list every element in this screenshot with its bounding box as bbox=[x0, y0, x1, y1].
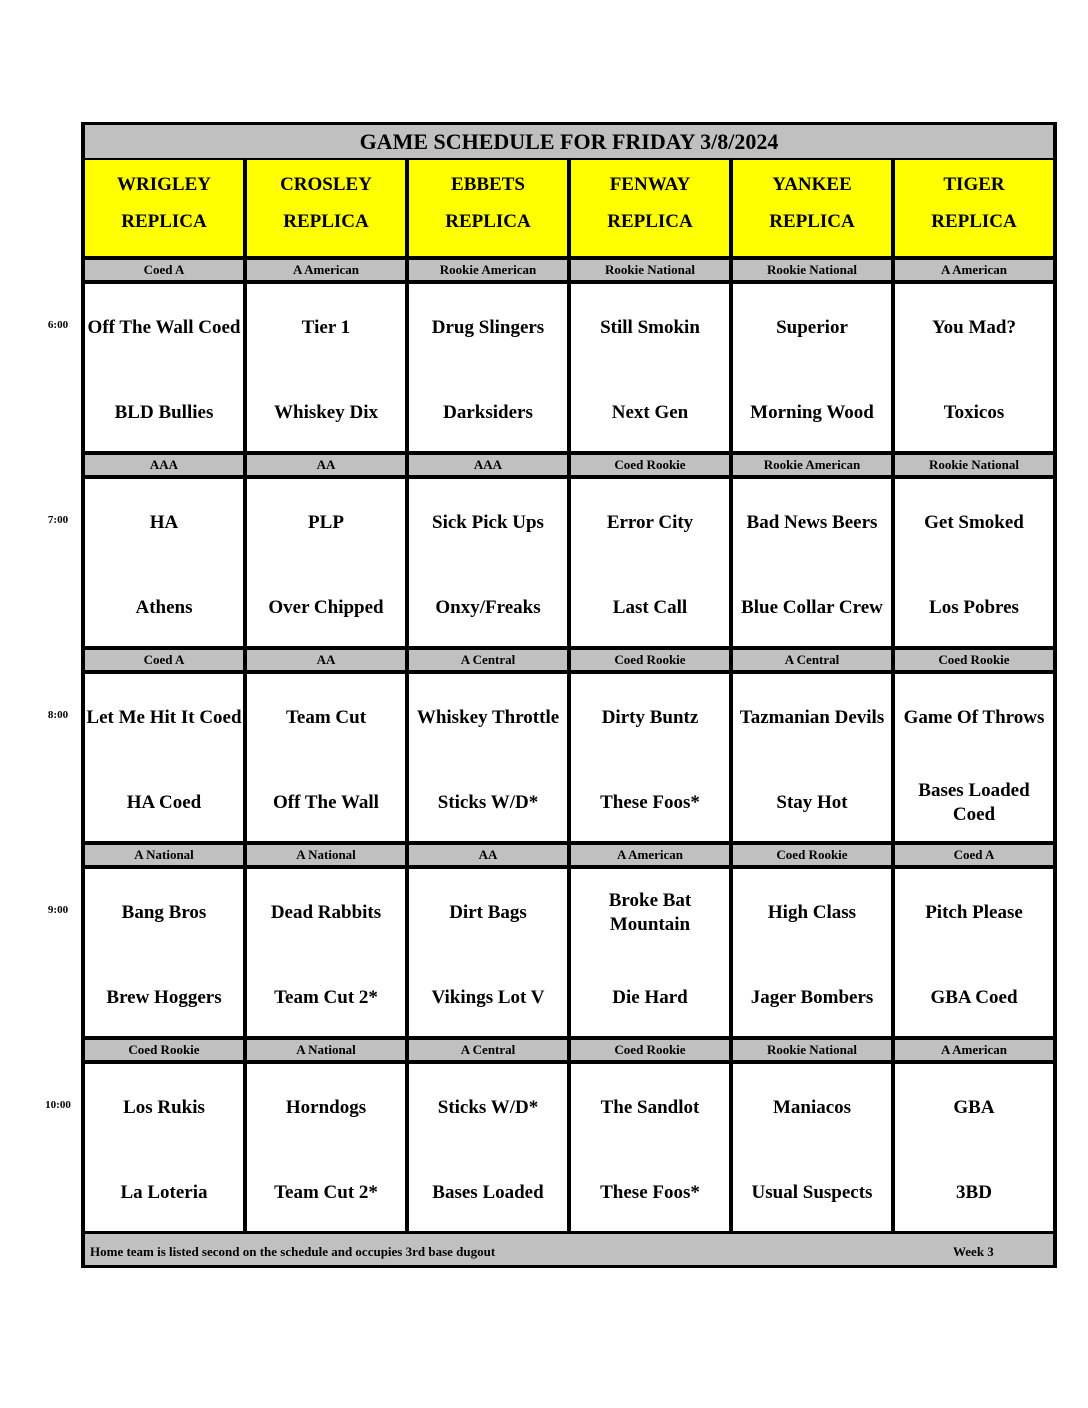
game-cell bbox=[85, 869, 243, 1036]
game-cell bbox=[247, 869, 405, 1036]
division-label: Coed Rookie bbox=[85, 1040, 243, 1060]
field-header-tiger bbox=[895, 160, 1053, 256]
game-cell bbox=[733, 869, 891, 1036]
home-team: Athens bbox=[135, 597, 193, 618]
home-team: Darksiders bbox=[443, 402, 533, 423]
home-team: Team Cut 2* bbox=[274, 987, 378, 1008]
game-cell bbox=[895, 674, 1053, 841]
away-team: Off The Wall Coed bbox=[87, 317, 241, 338]
division-label: Rookie American bbox=[733, 455, 891, 475]
division-label: AA bbox=[409, 845, 567, 865]
home-team: Die Hard bbox=[612, 987, 688, 1008]
away-team: Superior bbox=[776, 317, 848, 338]
field-name: YANKEE bbox=[772, 174, 852, 195]
division-label: Coed Rookie bbox=[571, 650, 729, 670]
field-name: TIGER bbox=[943, 174, 1005, 195]
division-label: Rookie National bbox=[733, 260, 891, 280]
away-team: Let Me Hit It Coed bbox=[86, 707, 242, 728]
game-cell bbox=[247, 479, 405, 646]
division-label: A American bbox=[895, 1040, 1053, 1060]
home-team: Bases Loaded bbox=[432, 1182, 544, 1203]
game-cell bbox=[571, 284, 729, 451]
home-team: Blue Collar Crew bbox=[741, 597, 883, 618]
game-cell bbox=[895, 1064, 1053, 1231]
away-team: Broke Bat Mountain bbox=[608, 890, 692, 935]
home-team: Last Call bbox=[612, 597, 688, 618]
home-team: Off The Wall bbox=[273, 792, 379, 813]
away-team: Bang Bros bbox=[121, 902, 207, 923]
home-team: Next Gen bbox=[611, 402, 689, 423]
division-label: Coed A bbox=[85, 650, 243, 670]
division-label: A National bbox=[247, 845, 405, 865]
field-name: EBBETS bbox=[451, 174, 525, 195]
division-label: Coed A bbox=[85, 260, 243, 280]
schedule-title: GAME SCHEDULE FOR FRIDAY 3/8/2024 bbox=[85, 125, 1053, 158]
game-cell bbox=[409, 869, 567, 1036]
division-label: Coed Rookie bbox=[895, 650, 1053, 670]
game-cell bbox=[895, 869, 1053, 1036]
field-name: FENWAY bbox=[609, 174, 691, 195]
division-label: AAA bbox=[409, 455, 567, 475]
field-sub: REPLICA bbox=[769, 211, 855, 232]
away-team: Tier 1 bbox=[301, 317, 351, 338]
division-label: A Central bbox=[409, 1040, 567, 1060]
away-team: The Sandlot bbox=[600, 1097, 700, 1118]
home-team: GBA Coed bbox=[930, 987, 1018, 1008]
away-team: HA bbox=[149, 512, 179, 533]
away-team: Whiskey Throttle bbox=[416, 707, 560, 728]
game-cell bbox=[409, 1064, 567, 1231]
schedule-table bbox=[81, 122, 1057, 1268]
away-team: PLP bbox=[308, 512, 344, 533]
away-team: Sick Pick Ups bbox=[432, 512, 544, 533]
division-label: A National bbox=[247, 1040, 405, 1060]
game-cell bbox=[733, 479, 891, 646]
game-cell bbox=[895, 479, 1053, 646]
away-team: Maniacos bbox=[772, 1097, 852, 1118]
away-team: Dirt Bags bbox=[449, 902, 527, 923]
home-team: Usual Suspects bbox=[751, 1182, 873, 1203]
division-label: A National bbox=[85, 845, 243, 865]
game-cell bbox=[247, 674, 405, 841]
away-team: You Mad? bbox=[932, 317, 1016, 338]
away-team: Pitch Please bbox=[925, 902, 1023, 923]
division-label: A American bbox=[895, 260, 1053, 280]
field-header-yankee bbox=[733, 160, 891, 256]
game-cell bbox=[247, 1064, 405, 1231]
division-label: A Central bbox=[733, 650, 891, 670]
game-cell bbox=[85, 479, 243, 646]
game-cell bbox=[733, 674, 891, 841]
game-cell bbox=[571, 869, 729, 1036]
away-team: Error City bbox=[606, 512, 694, 533]
home-team: Onxy/Freaks bbox=[435, 597, 541, 618]
field-sub: REPLICA bbox=[121, 211, 207, 232]
away-team: Still Smokin bbox=[600, 317, 700, 338]
division-label: Coed Rookie bbox=[571, 1040, 729, 1060]
away-team: Dirty Buntz bbox=[601, 707, 699, 728]
game-cell bbox=[571, 479, 729, 646]
away-team: Team Cut bbox=[285, 707, 367, 728]
game-cell bbox=[85, 1064, 243, 1231]
home-team: Team Cut 2* bbox=[274, 1182, 378, 1203]
division-label: AAA bbox=[85, 455, 243, 475]
time-label: 8:00 bbox=[47, 709, 69, 721]
game-cell bbox=[85, 674, 243, 841]
away-team: GBA bbox=[953, 1097, 995, 1118]
home-team: Morning Wood bbox=[750, 402, 874, 423]
home-team-note: Home team is listed second on the schedule and occupies 3rd base dugout bbox=[90, 1244, 496, 1259]
home-team: Whiskey Dix bbox=[274, 402, 378, 423]
division-label: AA bbox=[247, 650, 405, 670]
game-cell bbox=[409, 479, 567, 646]
game-cell bbox=[895, 284, 1053, 451]
field-name: WRIGLEY bbox=[117, 174, 211, 195]
division-label: AA bbox=[247, 455, 405, 475]
home-team: Brew Hoggers bbox=[106, 987, 222, 1008]
home-team: Jager Bombers bbox=[750, 987, 874, 1008]
home-team: Toxicos bbox=[943, 402, 1005, 423]
field-sub: REPLICA bbox=[283, 211, 369, 232]
field-header-crosley bbox=[247, 160, 405, 256]
game-cell bbox=[571, 674, 729, 841]
away-team: Los Rukis bbox=[123, 1097, 205, 1118]
home-team: Bases Loaded Coed bbox=[918, 780, 1030, 825]
away-team: Drug Slingers bbox=[431, 317, 545, 338]
division-label: Rookie National bbox=[571, 260, 729, 280]
home-team: Vikings Lot V bbox=[431, 987, 545, 1008]
division-label: A Central bbox=[409, 650, 567, 670]
week-label: Week 3 bbox=[953, 1244, 994, 1259]
division-label: A American bbox=[247, 260, 405, 280]
home-team: BLD Bullies bbox=[114, 402, 214, 423]
division-label: Coed A bbox=[895, 845, 1053, 865]
field-sub: REPLICA bbox=[607, 211, 693, 232]
away-team: Dead Rabbits bbox=[270, 902, 382, 923]
game-cell bbox=[733, 284, 891, 451]
field-header-wrigley bbox=[85, 160, 243, 256]
home-team: These Foos* bbox=[600, 1182, 700, 1203]
home-team: 3BD bbox=[956, 1182, 992, 1203]
time-label: 7:00 bbox=[47, 514, 69, 526]
home-team: Over Chipped bbox=[268, 597, 384, 618]
schedule-footer bbox=[85, 1234, 1053, 1265]
home-team: La Loteria bbox=[120, 1182, 208, 1203]
division-label: Rookie American bbox=[409, 260, 567, 280]
away-team: Sticks W/D* bbox=[437, 1097, 539, 1118]
game-cell bbox=[85, 284, 243, 451]
time-label: 9:00 bbox=[47, 904, 69, 916]
away-team: Horndogs bbox=[285, 1097, 367, 1118]
away-team: Game Of Throws bbox=[903, 707, 1045, 728]
field-header-fenway bbox=[571, 160, 729, 256]
away-team: Tazmanian Devils bbox=[739, 707, 885, 728]
away-team: Bad News Beers bbox=[746, 512, 878, 533]
time-label: 10:00 bbox=[45, 1099, 71, 1111]
division-label: Rookie National bbox=[733, 1040, 891, 1060]
game-cell bbox=[571, 1064, 729, 1231]
game-cell bbox=[247, 284, 405, 451]
time-label: 6:00 bbox=[47, 319, 69, 331]
field-sub: REPLICA bbox=[931, 211, 1017, 232]
home-team: These Foos* bbox=[600, 792, 700, 813]
home-team: Los Pobres bbox=[929, 597, 1019, 618]
division-label: A American bbox=[571, 845, 729, 865]
away-team: High Class bbox=[767, 902, 857, 923]
home-team: HA Coed bbox=[126, 792, 202, 813]
home-team: Sticks W/D* bbox=[437, 792, 539, 813]
division-label: Coed Rookie bbox=[571, 455, 729, 475]
game-cell bbox=[733, 1064, 891, 1231]
away-team: Get Smoked bbox=[924, 512, 1024, 533]
game-cell bbox=[409, 674, 567, 841]
field-header-ebbets bbox=[409, 160, 567, 256]
home-team: Stay Hot bbox=[776, 792, 848, 813]
game-cell bbox=[409, 284, 567, 451]
field-sub: REPLICA bbox=[445, 211, 531, 232]
division-label: Coed Rookie bbox=[733, 845, 891, 865]
division-label: Rookie National bbox=[895, 455, 1053, 475]
field-name: CROSLEY bbox=[280, 174, 372, 195]
